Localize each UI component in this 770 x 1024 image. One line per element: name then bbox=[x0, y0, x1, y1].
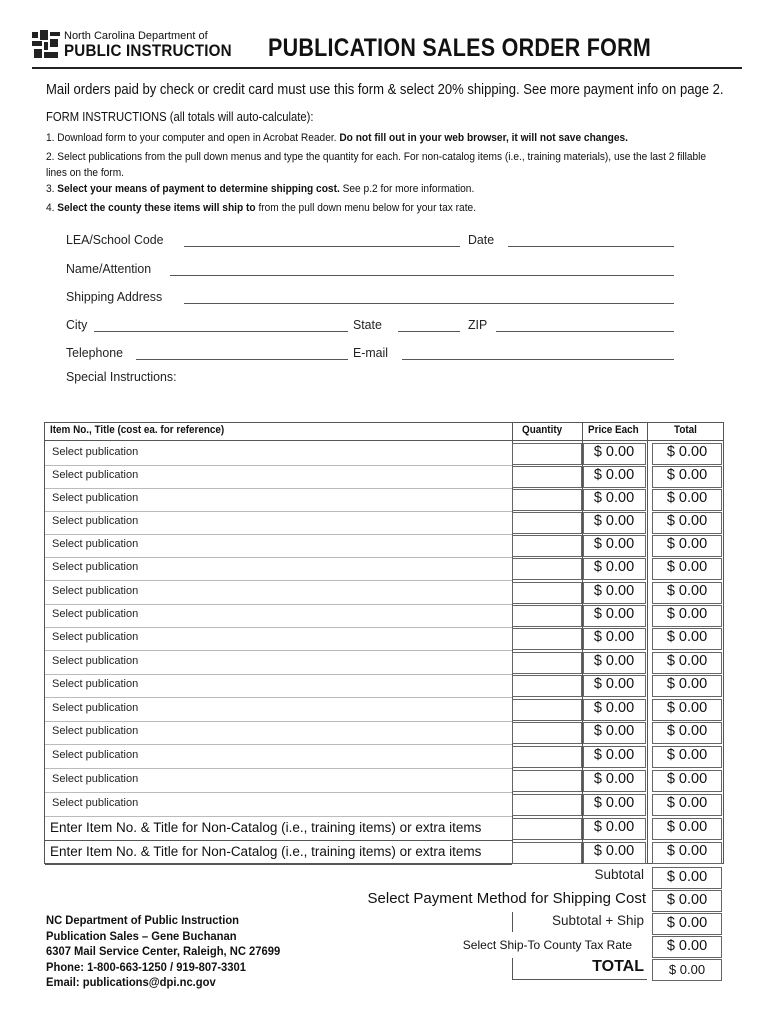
price-each-value: $ 0.00 bbox=[593, 700, 635, 716]
price-each-value: $ 0.00 bbox=[593, 819, 635, 835]
publication-select[interactable]: Select publication bbox=[52, 702, 139, 714]
table-header-divider bbox=[45, 440, 723, 441]
publication-select[interactable]: Select publication bbox=[52, 725, 139, 737]
table-row bbox=[45, 864, 512, 865]
quantity-input[interactable] bbox=[512, 746, 582, 768]
subtotal-label: Subtotal bbox=[594, 867, 644, 882]
publication-select[interactable]: Select publication bbox=[52, 492, 139, 504]
table-row bbox=[45, 465, 512, 466]
zip-label: ZIP bbox=[468, 317, 488, 332]
price-each-value: $ 0.00 bbox=[593, 653, 635, 669]
contact-address: 6307 Mail Service Center, Raleigh, NC 27699 bbox=[46, 944, 281, 958]
name-attention-input[interactable] bbox=[170, 275, 674, 276]
table-row bbox=[45, 627, 512, 628]
row-total-value: $ 0.00 bbox=[666, 490, 708, 506]
subtotal-ship-label: Subtotal + Ship bbox=[552, 913, 644, 928]
contact-organization: NC Department of Public Instruction bbox=[46, 913, 240, 927]
item-column-header: Item No., Title (cost ea. for reference) bbox=[50, 424, 225, 436]
table-row bbox=[45, 604, 512, 605]
quantity-input[interactable] bbox=[512, 818, 582, 840]
grand-total-label: TOTAL bbox=[592, 958, 644, 975]
intro-text: Mail orders paid by check or credit card must use this form & select 20% shipping. See more payment info on page 2. bbox=[46, 82, 724, 98]
contact-email: Email: publications@dpi.nc.gov bbox=[46, 975, 216, 989]
dpi-logo-icon bbox=[32, 30, 60, 60]
table-row bbox=[45, 697, 512, 698]
publication-select[interactable]: Select publication bbox=[52, 585, 139, 597]
publication-select[interactable]: Select publication bbox=[52, 797, 139, 809]
shipping-address-input[interactable] bbox=[184, 303, 674, 304]
price-each-value: $ 0.00 bbox=[593, 795, 635, 811]
county-tax-select[interactable]: Select Ship-To County Tax Rate bbox=[462, 938, 632, 952]
shipping-value: $ 0.00 bbox=[666, 892, 708, 908]
form-title: PUBLICATION SALES ORDER FORM bbox=[268, 34, 652, 62]
quantity-input[interactable] bbox=[512, 794, 582, 816]
state-input[interactable] bbox=[398, 331, 460, 332]
row-total-value: $ 0.00 bbox=[666, 467, 708, 483]
contact-department: Publication Sales – Gene Buchanan bbox=[46, 928, 237, 943]
table-row bbox=[45, 488, 512, 489]
publication-select[interactable]: Select publication bbox=[52, 538, 139, 550]
row-total-value: $ 0.00 bbox=[666, 606, 708, 622]
price-each-value: $ 0.00 bbox=[593, 490, 635, 506]
publication-select[interactable]: Select publication bbox=[52, 631, 139, 643]
table-row bbox=[45, 511, 512, 512]
row-total-value: $ 0.00 bbox=[666, 795, 708, 811]
price-each-value: $ 0.00 bbox=[593, 843, 635, 859]
price-each-value: $ 0.00 bbox=[593, 747, 635, 763]
subtotal-ship-value: $ 0.00 bbox=[666, 915, 708, 931]
price-each-column-header: Price Each bbox=[588, 424, 639, 436]
quantity-input[interactable] bbox=[512, 722, 582, 744]
table-row bbox=[45, 768, 512, 769]
quantity-input[interactable] bbox=[512, 443, 582, 465]
instruction-step-1: 1. Download form to your computer and open in Acrobat Reader. Do not fill out in your web browser, it will not save changes. bbox=[46, 132, 629, 144]
grand-total-value: $ 0.00 bbox=[668, 962, 706, 977]
date-input[interactable] bbox=[508, 246, 674, 247]
contact-phone: Phone: 1-800-663-1250 / 919-807-3301 bbox=[46, 959, 246, 974]
publication-select[interactable]: Select publication bbox=[52, 561, 139, 573]
instruction-step-4: 4. Select the county these items will ship to from the pull down menu below for your tax rate. bbox=[46, 202, 477, 214]
price-each-value: $ 0.00 bbox=[593, 676, 635, 692]
shipping-address-label: Shipping Address bbox=[66, 289, 163, 304]
quantity-input[interactable] bbox=[512, 558, 582, 580]
table-row bbox=[45, 534, 512, 535]
publication-select[interactable]: Select publication bbox=[52, 515, 139, 527]
publication-select[interactable]: Select publication bbox=[52, 608, 139, 620]
quantity-input[interactable] bbox=[512, 582, 582, 604]
zip-input[interactable] bbox=[496, 331, 674, 332]
noncatalog-item-input[interactable]: Enter Item No. & Title for Non-Catalog (i.e., training items) or extra items bbox=[50, 844, 482, 859]
title-divider bbox=[32, 67, 742, 69]
table-row bbox=[45, 674, 512, 675]
table-row bbox=[45, 557, 512, 558]
price-each-value: $ 0.00 bbox=[593, 444, 635, 460]
row-total-value: $ 0.00 bbox=[666, 819, 708, 835]
publication-select[interactable]: Select publication bbox=[52, 773, 139, 785]
row-total-value: $ 0.00 bbox=[666, 583, 708, 599]
price-each-value: $ 0.00 bbox=[593, 629, 635, 645]
table-row bbox=[45, 816, 512, 817]
name-attention-label: Name/Attention bbox=[66, 261, 152, 276]
quantity-input[interactable] bbox=[512, 628, 582, 650]
email-input[interactable] bbox=[402, 359, 674, 360]
table-row bbox=[45, 744, 512, 745]
row-total-value: $ 0.00 bbox=[666, 513, 708, 529]
row-total-value: $ 0.00 bbox=[666, 444, 708, 460]
table-divider bbox=[647, 422, 648, 864]
publication-select[interactable]: Select publication bbox=[52, 469, 139, 481]
price-each-value: $ 0.00 bbox=[593, 467, 635, 483]
lea-school-code-label: LEA/School Code bbox=[66, 232, 164, 247]
quantity-input[interactable] bbox=[512, 489, 582, 511]
lea-school-code-input[interactable] bbox=[184, 246, 460, 247]
tax-value: $ 0.00 bbox=[666, 938, 708, 954]
row-total-value: $ 0.00 bbox=[666, 653, 708, 669]
date-label: Date bbox=[468, 232, 495, 247]
agency-name-main: PUBLIC INSTRUCTION bbox=[64, 42, 232, 60]
special-instructions-label: Special Instructions: bbox=[66, 369, 177, 384]
city-label: City bbox=[66, 317, 88, 332]
row-total-value: $ 0.00 bbox=[666, 747, 708, 763]
instructions-heading: FORM INSTRUCTIONS (all totals will auto-calculate): bbox=[46, 110, 314, 124]
row-total-value: $ 0.00 bbox=[666, 676, 708, 692]
price-each-value: $ 0.00 bbox=[593, 606, 635, 622]
summary-rule bbox=[512, 979, 647, 980]
row-total-value: $ 0.00 bbox=[666, 559, 708, 575]
telephone-label: Telephone bbox=[66, 345, 123, 360]
payment-method-select[interactable]: Select Payment Method for Shipping Cost bbox=[367, 890, 646, 907]
publication-select[interactable]: Select publication bbox=[52, 678, 139, 690]
quantity-input[interactable] bbox=[512, 699, 582, 721]
quantity-input[interactable] bbox=[512, 512, 582, 534]
row-total-value: $ 0.00 bbox=[666, 629, 708, 645]
row-total-value: $ 0.00 bbox=[666, 536, 708, 552]
quantity-input[interactable] bbox=[512, 605, 582, 627]
table-row bbox=[45, 840, 512, 841]
contact-block bbox=[46, 913, 280, 991]
row-total-value: $ 0.00 bbox=[666, 700, 708, 716]
quantity-input[interactable] bbox=[512, 652, 582, 674]
instruction-step-3: 3. Select your means of payment to determine shipping cost. See p.2 for more information. bbox=[46, 183, 475, 195]
row-total-value: $ 0.00 bbox=[666, 843, 708, 859]
publication-select[interactable]: Select publication bbox=[52, 655, 139, 667]
total-column-header: Total bbox=[674, 424, 697, 436]
noncatalog-item-input[interactable]: Enter Item No. & Title for Non-Catalog (i.e., training items) or extra items bbox=[50, 820, 482, 835]
publication-select[interactable]: Select publication bbox=[52, 749, 139, 761]
table-row bbox=[45, 792, 512, 793]
table-row bbox=[45, 721, 512, 722]
telephone-input[interactable] bbox=[136, 359, 348, 360]
quantity-input[interactable] bbox=[512, 675, 582, 697]
price-each-value: $ 0.00 bbox=[593, 513, 635, 529]
price-each-value: $ 0.00 bbox=[593, 536, 635, 552]
row-total-value: $ 0.00 bbox=[666, 771, 708, 787]
table-row bbox=[45, 580, 512, 581]
city-input[interactable] bbox=[94, 331, 348, 332]
row-total-value: $ 0.00 bbox=[666, 723, 708, 739]
quantity-input[interactable] bbox=[512, 466, 582, 488]
table-row bbox=[45, 650, 512, 651]
price-each-value: $ 0.00 bbox=[593, 771, 635, 787]
quantity-input[interactable] bbox=[512, 770, 582, 792]
state-label: State bbox=[353, 317, 382, 332]
agency-name-top: North Carolina Department of bbox=[64, 30, 208, 42]
instruction-step-2: 2. Select publications from the pull down menus and type the quantity for each. For non-catalog items (i.e., training materials), use the last 2 fillable lines on the form. bbox=[46, 151, 707, 179]
subtotal-value: $ 0.00 bbox=[666, 869, 708, 885]
email-label: E-mail bbox=[353, 345, 389, 360]
price-each-value: $ 0.00 bbox=[593, 723, 635, 739]
quantity-column-header: Quantity bbox=[522, 424, 563, 436]
publication-select[interactable]: Select publication bbox=[52, 446, 139, 458]
quantity-input[interactable] bbox=[512, 842, 582, 864]
price-each-value: $ 0.00 bbox=[593, 583, 635, 599]
price-each-value: $ 0.00 bbox=[593, 559, 635, 575]
quantity-input[interactable] bbox=[512, 535, 582, 557]
